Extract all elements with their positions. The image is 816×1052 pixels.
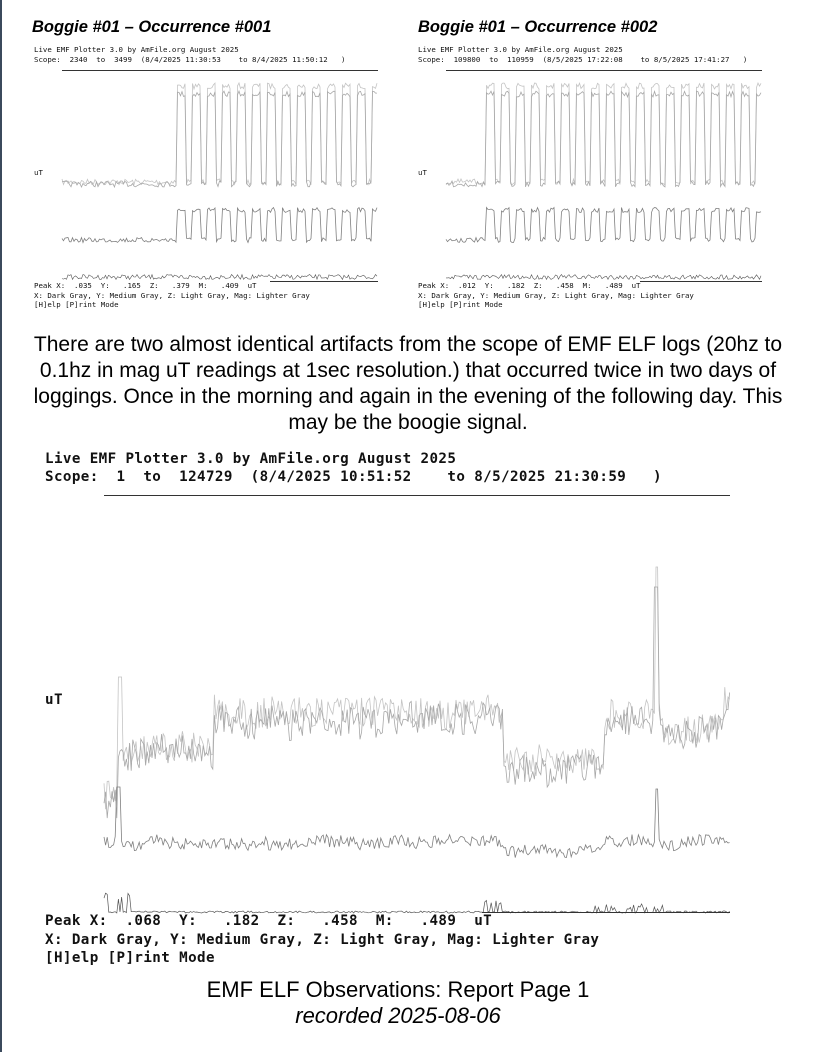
main-plot [104,497,730,917]
z-series-line [62,91,377,187]
mag-series-line [446,83,761,185]
panel-1-top-rule [62,70,378,71]
panel-2-top-rule [446,70,762,71]
panel-1-help-line: [H]elp [P]rint Mode [34,300,119,309]
mag-series-line [104,567,730,809]
panel-1-header-line2: Scope: 2340 to 3499 (8/4/2025 11:30:53 to 8/4/2025 11:50:12 ) [34,55,346,64]
panel-2-legend-line: X: Dark Gray, Y: Medium Gray, Z: Light Gray, Mag: Lighter Gray [418,291,694,300]
z-series-line [104,587,730,818]
z-series-line [446,91,761,187]
panel-1-unit-label: uT [34,168,43,177]
panel-1-peak-line: Peak X: .035 Y: .165 Z: .379 M: .409 uT [34,281,257,290]
panel-1-title: Boggie #01 – Occurrence #001 [32,18,272,36]
panel-2-header-line2: Scope: 109800 to 110959 (8/5/2025 17:22:08 to 8/5/2025 17:41:27 ) [418,55,748,64]
main-bottom-rule [482,912,730,913]
panel-2-unit-label: uT [418,168,427,177]
footer-recorded-date: recorded 2025-08-06 [295,1003,501,1028]
description-paragraph: There are two almost identical artifacts from the scope of EMF ELF logs (20hz to 0.1hz in mag uT readings at 1sec resolution.) that occurred twice in two days of loggings. Once in the morning and again in the evening of the following day. This may be the boogie signal. [33,333,783,434]
main-peak-line: Peak X: .068 Y: .182 Z: .458 M: .489 uT [45,913,493,929]
main-help-line: [H]elp [P]rint Mode [45,950,215,966]
y-series-line [62,208,377,243]
panel-2-title: Boggie #01 – Occurrence #002 [418,18,658,36]
panel-1-plot [62,72,378,284]
panel-2-header-line1: Live EMF Plotter 3.0 by AmFile.org August 2025 [418,45,623,54]
page-left-edge [0,0,2,1052]
x-series-line [446,275,761,280]
mag-series-line [62,83,377,185]
main-top-rule [104,495,730,496]
panel-2-peak-line: Peak X: .012 Y: .182 Z: .458 M: .489 uT [418,281,641,290]
main-unit-label: uT [45,692,63,708]
panel-2-bottom-rule [640,281,762,282]
panel-1-bottom-rule [270,281,378,282]
x-series-line [104,893,730,913]
panel-2-help-line: [H]elp [P]rint Mode [418,300,503,309]
footer-title: EMF ELF Observations: Report Page 1 [206,977,590,1002]
y-series-line [104,787,730,858]
x-series-line [62,275,377,280]
main-header-line1: Live EMF Plotter 3.0 by AmFile.org August 2025 [45,451,457,467]
panel-2-plot [446,72,762,284]
panel-1-header-line1: Live EMF Plotter 3.0 by AmFile.org August 2025 [34,45,239,54]
main-legend-line: X: Dark Gray, Y: Medium Gray, Z: Light Gray, Mag: Lighter Gray [45,932,600,948]
main-header-line2: Scope: 1 to 124729 (8/4/2025 10:51:52 to 8/5/2025 21:30:59 ) [45,469,662,485]
y-series-line [446,208,761,243]
panel-1-legend-line: X: Dark Gray, Y: Medium Gray, Z: Light Gray, Mag: Lighter Gray [34,291,310,300]
